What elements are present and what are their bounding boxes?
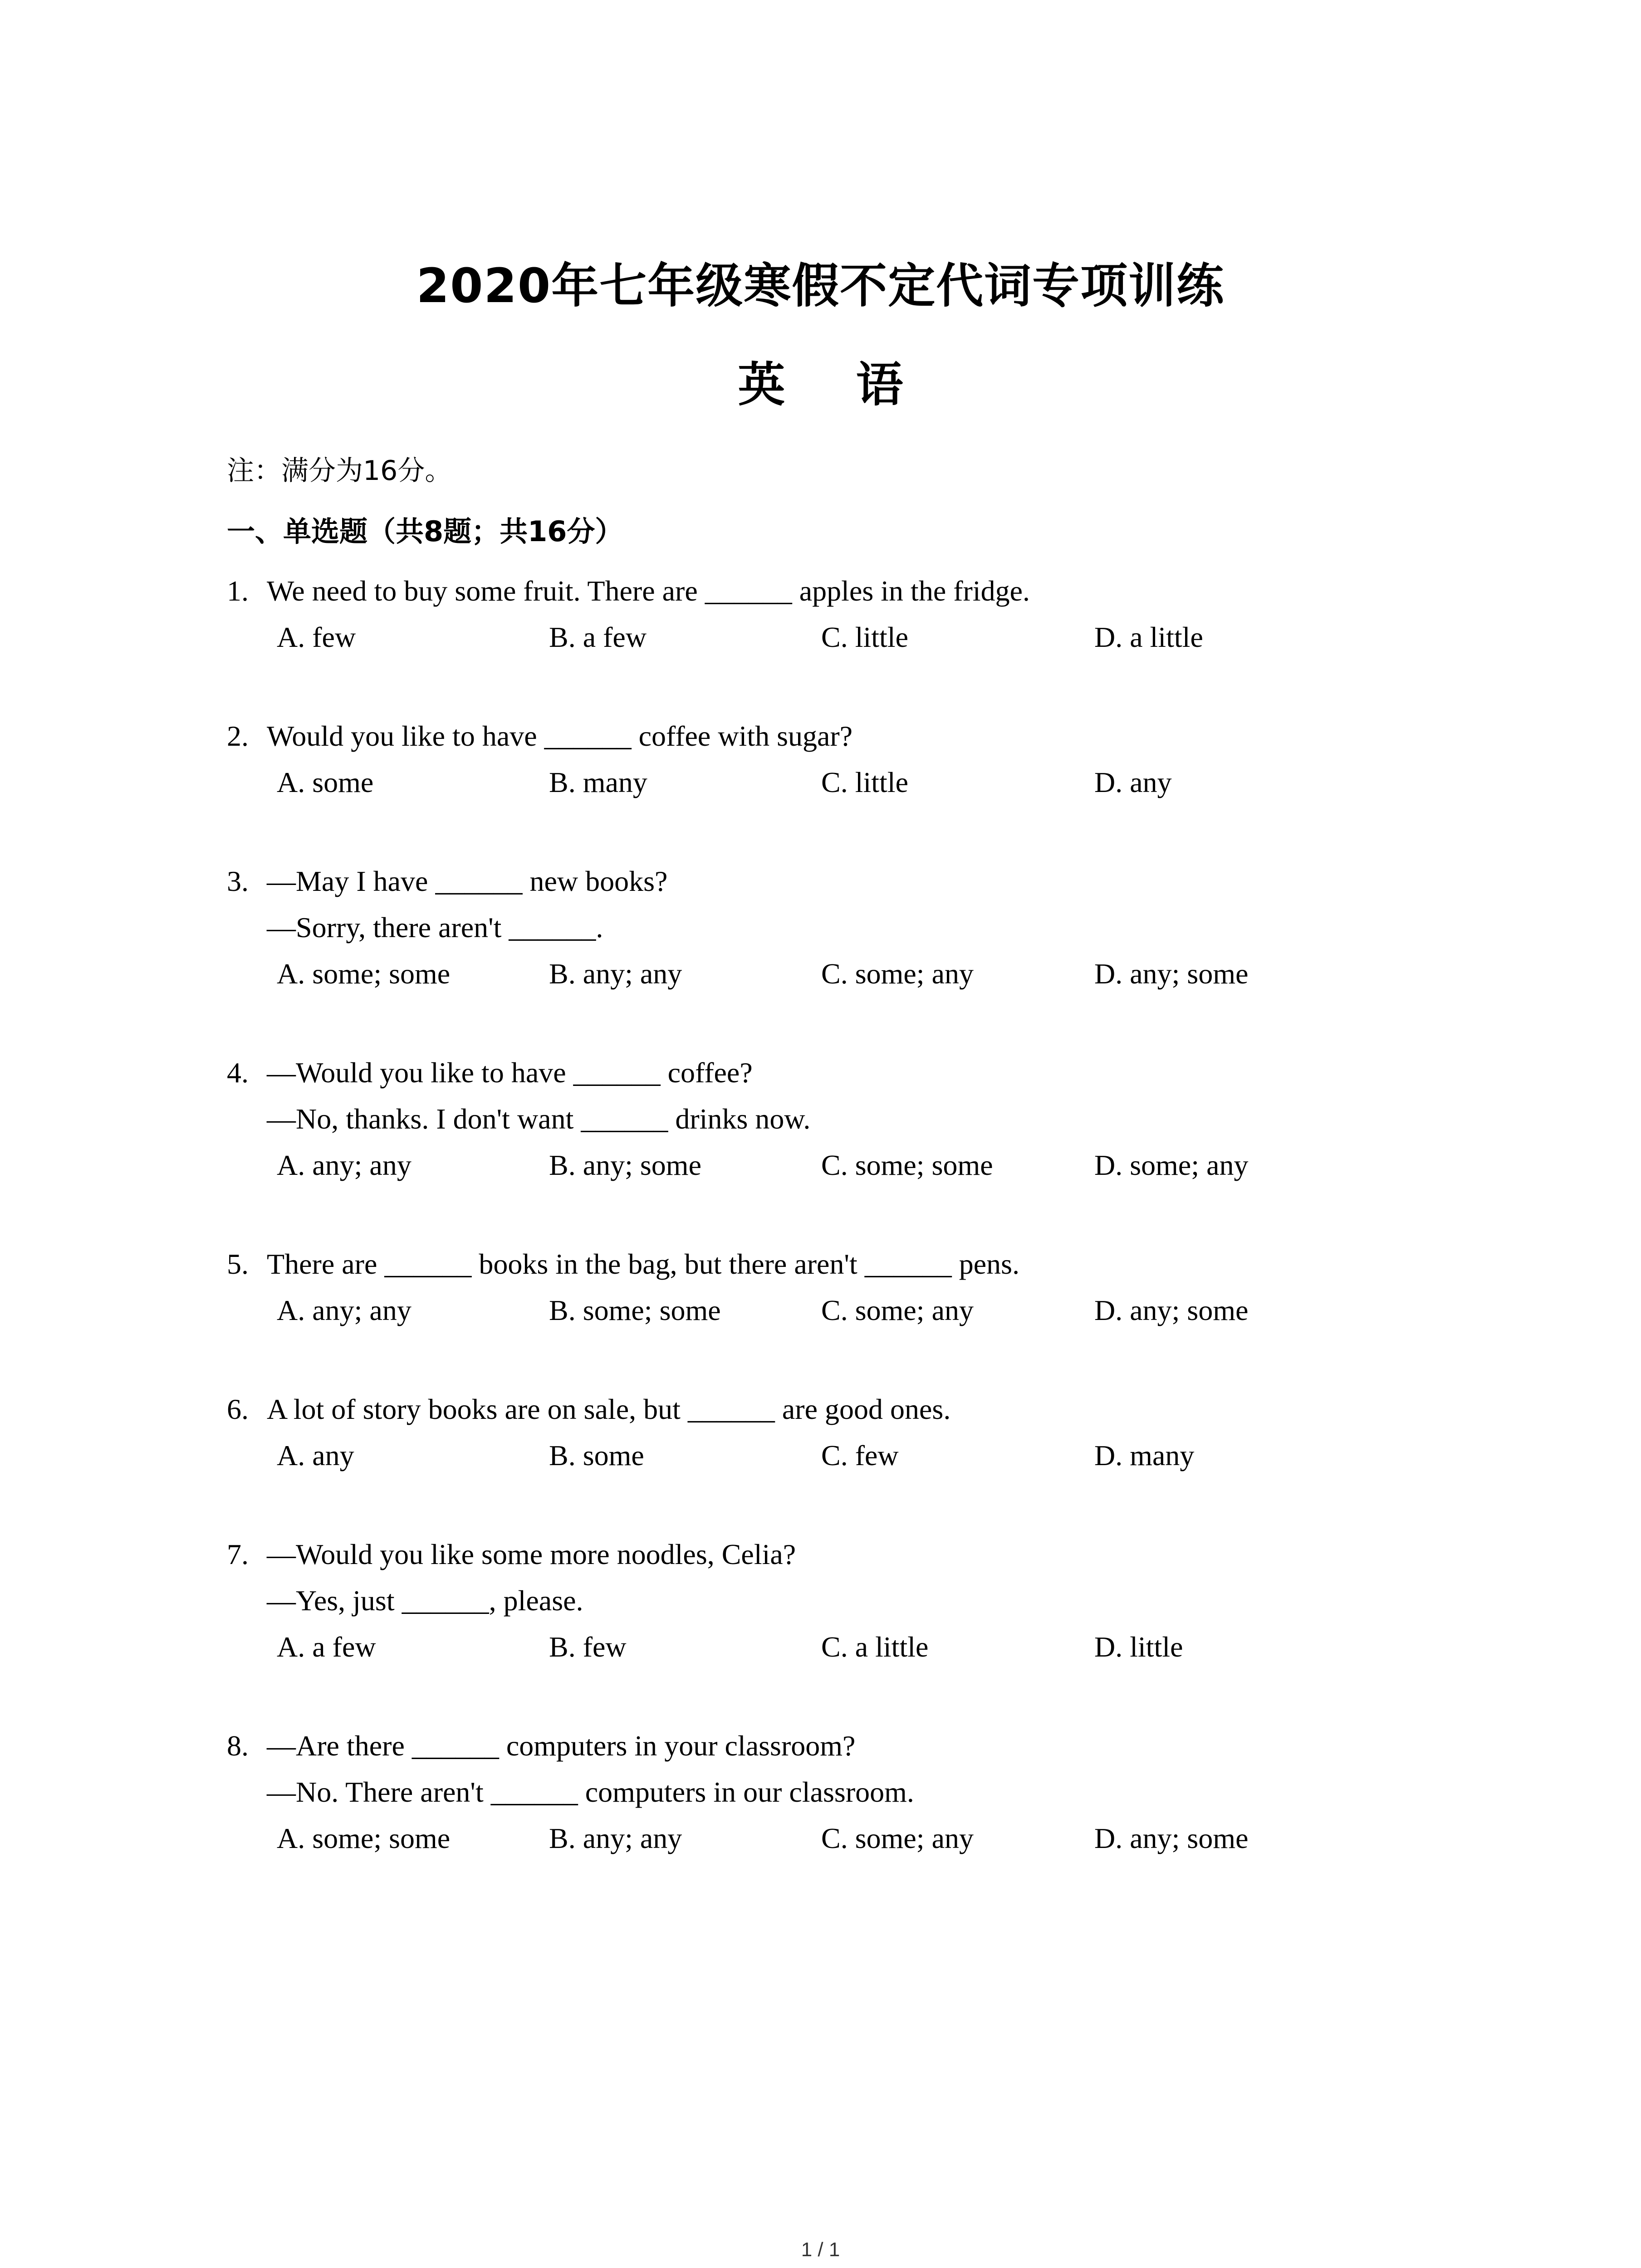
option-row [227,1287,1452,1334]
question-line [227,904,1452,951]
question-line [227,1723,1452,1769]
question-text: Would you like to have ______ coffee with sugar? [267,720,853,752]
question-number: 5. [227,1248,249,1280]
option-row [227,759,1452,806]
option-a: A. a few [277,1631,376,1663]
question-text: —No. There aren't ______ computers in our classroom. [267,1776,914,1808]
document-title: 2020年七年级寒假不定代词专项训练 [416,258,1225,313]
question-8 [227,1723,1452,1862]
subject-title: 英 语 [738,357,931,412]
question-3 [227,858,1452,997]
question-number: 2. [227,720,249,752]
option-c: C. some; any [821,1822,974,1854]
question-text: —No, thanks. I don't want ______ drinks now. [267,1103,811,1135]
question-line [227,568,1452,614]
question-spacer [227,997,1452,1050]
question-number: 4. [227,1056,249,1089]
option-row [227,951,1452,997]
question-line [227,858,1452,904]
question-line [227,1050,1452,1096]
question-spacer [227,806,1452,858]
question-1 [227,568,1452,660]
score-note: 注：满分为16分。 [227,455,452,487]
option-a: A. some; some [277,1822,451,1854]
question-4 [227,1050,1452,1188]
question-number: 8. [227,1730,249,1762]
question-2 [227,713,1452,806]
option-c: C. little [821,766,908,798]
option-a: A. any [277,1439,354,1471]
question-text: —May I have ______ new books? [267,865,668,897]
question-spacer [227,660,1452,713]
option-b: B. some [549,1439,644,1471]
option-a: A. any; any [277,1149,411,1181]
question-text: There are ______ books in the bag, but there aren't ______ pens. [267,1248,1020,1280]
option-b: B. many [549,766,647,798]
question-line [227,713,1452,759]
option-d: D. any; some [1094,1822,1249,1854]
question-line [227,1386,1452,1432]
question-text: —Would you like some more noodles, Celia? [267,1538,796,1570]
question-text: —Are there ______ computers in your classroom? [267,1730,856,1762]
option-a: A. some; some [277,958,451,990]
section-title: 一、单选题（共8题；共16分） [227,515,623,548]
option-d: D. any; some [1094,1294,1249,1326]
option-c: C. some; any [821,958,974,990]
question-line [227,1578,1452,1624]
option-b: B. any; any [549,958,682,990]
question-list [227,568,1452,1862]
option-d: D. little [1094,1631,1183,1663]
question-spacer [227,1188,1452,1241]
option-b: B. any; some [549,1149,701,1181]
question-text: We need to buy some fruit. There are ______ apples in the fridge. [267,575,1030,607]
question-spacer [227,1479,1452,1531]
option-b: B. some; some [549,1294,721,1326]
option-b: B. a few [549,621,647,653]
question-line [227,1769,1452,1815]
page-number: 1 / 1 [801,2239,840,2261]
option-d: D. any; some [1094,958,1249,990]
option-row [227,1815,1452,1862]
option-c: C. some; any [821,1294,974,1326]
question-number: 3. [227,865,249,897]
question-number: 1. [227,575,249,607]
option-d: D. a little [1094,621,1203,653]
question-spacer [227,1334,1452,1386]
option-c: C. some; some [821,1149,993,1181]
option-c: C. little [821,621,908,653]
question-6 [227,1386,1452,1479]
question-number: 6. [227,1393,249,1425]
option-d: D. some; any [1094,1149,1249,1181]
question-line [227,1241,1452,1287]
question-5 [227,1241,1452,1334]
question-text: —Yes, just ______, please. [267,1584,583,1617]
option-a: A. some [277,766,374,798]
question-text: —Would you like to have ______ coffee? [267,1056,753,1089]
option-a: A. few [277,621,356,653]
option-d: D. many [1094,1439,1195,1471]
question-number: 7. [227,1538,249,1570]
option-row [227,1142,1452,1188]
option-b: B. few [549,1631,627,1663]
option-a: A. any; any [277,1294,411,1326]
question-text: A lot of story books are on sale, but ______ are good ones. [267,1393,951,1425]
option-row [227,614,1452,660]
option-b: B. any; any [549,1822,682,1854]
option-d: D. any [1094,766,1172,798]
question-line [227,1096,1452,1142]
question-text: —Sorry, there aren't ______. [267,911,603,943]
option-c: C. a little [821,1631,929,1663]
option-row [227,1624,1452,1670]
option-c: C. few [821,1439,899,1471]
question-spacer [227,1670,1452,1723]
question-line [227,1531,1452,1578]
option-row [227,1432,1452,1479]
question-7 [227,1531,1452,1670]
